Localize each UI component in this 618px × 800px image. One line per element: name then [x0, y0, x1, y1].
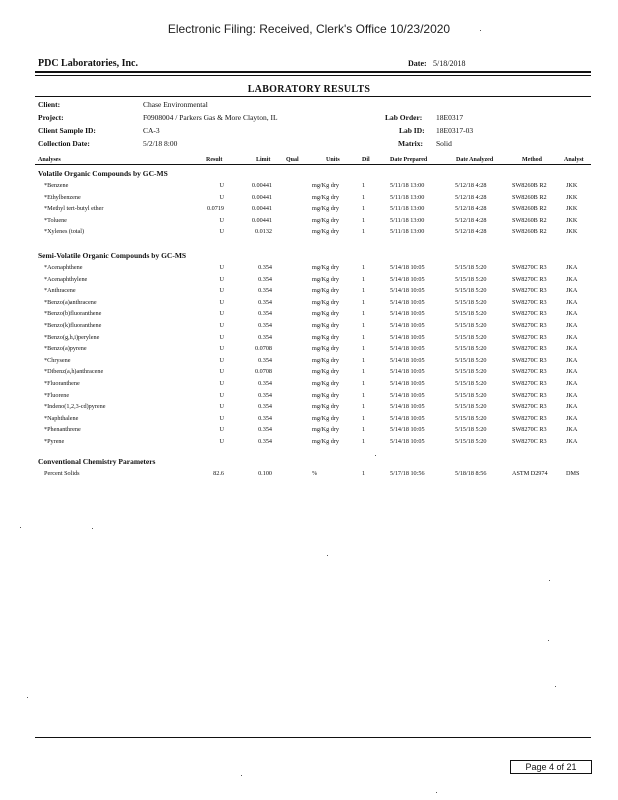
cell-units: mg/Kg dry — [312, 216, 339, 224]
scan-speck — [548, 640, 549, 641]
header-rule — [35, 71, 591, 73]
cell-result: U — [219, 333, 224, 341]
lab-order-label: Lab Order: — [385, 113, 423, 122]
cell-units: mg/Kg dry — [312, 264, 339, 271]
report-date-label: Date: — [408, 59, 427, 68]
cell-date-prepared: 5/11/18 13:00 — [390, 205, 425, 213]
cell-limit: 0.354 — [258, 333, 272, 341]
cell-method: SW8270C R3 — [512, 345, 547, 353]
cell-method: SW8270C R3 — [512, 426, 547, 434]
cell-limit: 0.354 — [258, 264, 272, 271]
cell-dil: 1 — [362, 275, 366, 283]
cell-units: mg/Kg dry — [312, 205, 339, 213]
page-indicator: Page 4 of 21 — [510, 760, 592, 774]
section-title: Semi-Volatile Organic Compounds by GC-MS — [38, 251, 187, 260]
cell-method: SW8270C R3 — [512, 322, 547, 329]
matrix-label: Matrix: — [398, 139, 423, 148]
column-header-date-prepared: Date Prepared — [390, 157, 428, 163]
cell-date-analyzed: 5/15/18 5:20 — [455, 426, 487, 434]
cell-date-analyzed: 5/12/18 4:28 — [455, 205, 487, 213]
cell-date-prepared: 5/14/18 10:05 — [390, 310, 425, 318]
cell-date-prepared: 5/14/18 10:05 — [390, 275, 425, 283]
cell-date-prepared: 5/14/18 10:05 — [390, 380, 425, 387]
cell-limit: 0.354 — [258, 298, 272, 306]
cell-date-prepared: 5/11/18 13:00 — [390, 182, 425, 189]
cell-date-analyzed: 5/12/18 4:28 — [455, 182, 487, 189]
cell-units: mg/Kg dry — [312, 426, 339, 434]
cell-date-analyzed: 5/12/18 4:28 — [455, 228, 487, 236]
cell-analyte: Percent Solids — [44, 470, 80, 477]
cell-result: U — [219, 368, 224, 376]
cell-analyst: JKK — [566, 228, 578, 236]
cell-result: U — [219, 414, 224, 422]
scan-speck — [20, 527, 21, 528]
cell-analyst: JKA — [566, 310, 578, 318]
cell-method: SW8270C R3 — [512, 264, 547, 271]
cell-analyst: JKA — [566, 356, 578, 364]
cell-date-analyzed: 5/15/18 5:20 — [455, 264, 487, 271]
report-date-value: 5/18/2018 — [433, 59, 466, 68]
cell-analyte: *Dibenz(a,h)anthracene — [44, 368, 104, 376]
cell-method: SW8270C R3 — [512, 414, 547, 422]
cell-dil: 1 — [362, 298, 366, 306]
cell-limit: 0.00441 — [251, 205, 272, 213]
column-header-method: Method — [522, 157, 542, 163]
cell-dil: 1 — [362, 470, 366, 477]
cell-dil: 1 — [362, 182, 366, 189]
cell-method: SW8270C R3 — [512, 391, 547, 399]
cell-dil: 1 — [362, 228, 366, 236]
cell-limit: 0.0708 — [254, 345, 272, 353]
scan-speck — [241, 775, 242, 776]
cell-dil: 1 — [362, 380, 366, 387]
cell-units: mg/Kg dry — [312, 391, 339, 399]
section-title: Volatile Organic Compounds by GC-MS — [38, 169, 168, 178]
cell-limit: 0.354 — [258, 287, 272, 295]
cell-method: SW8270C R3 — [512, 275, 547, 283]
cell-dil: 1 — [362, 368, 366, 376]
title-rule — [35, 96, 591, 97]
cell-method: SW8270C R3 — [512, 403, 547, 411]
cell-units: mg/Kg dry — [312, 193, 339, 201]
cell-analyst: JKA — [566, 403, 578, 411]
cell-date-analyzed: 5/15/18 5:20 — [455, 403, 487, 411]
cell-limit: 0.354 — [258, 310, 272, 318]
cell-limit: 0.354 — [258, 356, 272, 364]
cell-method: SW8270C R3 — [512, 298, 547, 306]
cell-result: U — [219, 310, 224, 318]
cell-dil: 1 — [362, 426, 366, 434]
cell-analyte: *Benzo(a)pyrene — [44, 345, 87, 353]
cell-method: SW8270C R3 — [512, 287, 547, 295]
cell-method: ASTM D2974 — [512, 470, 548, 477]
cell-date-analyzed: 5/15/18 5:20 — [455, 322, 487, 329]
cell-limit: 0.100 — [258, 470, 272, 477]
cell-analyst: JKK — [566, 182, 578, 189]
header-rule-thin — [35, 75, 591, 76]
cell-method: SW8270C R3 — [512, 333, 547, 341]
cell-method: SW8260B R2 — [512, 205, 547, 213]
cell-date-analyzed: 5/15/18 5:20 — [455, 356, 487, 364]
cell-date-analyzed: 5/15/18 5:20 — [455, 287, 487, 295]
cell-analyte: *Xylenes (total) — [44, 228, 85, 236]
cell-analyst: JKK — [566, 216, 578, 224]
cell-result: 82.6 — [213, 470, 224, 477]
cell-dil: 1 — [362, 216, 366, 224]
cell-result: U — [219, 193, 224, 201]
cell-date-analyzed: 5/12/18 4:28 — [455, 216, 487, 224]
column-header-analyst: Analyst — [564, 157, 584, 163]
cell-date-prepared: 5/11/18 13:00 — [390, 228, 425, 236]
cell-analyte: *Benzene — [44, 182, 69, 189]
cell-date-analyzed: 5/15/18 5:20 — [455, 298, 487, 306]
cell-limit: 0.354 — [258, 426, 272, 434]
cell-limit: 0.00441 — [251, 216, 272, 224]
cell-result: U — [219, 275, 224, 283]
client-label: Client: — [38, 100, 61, 109]
column-header-rule — [35, 164, 591, 165]
cell-date-prepared: 5/14/18 10:05 — [390, 345, 425, 353]
cell-method: SW8260B R2 — [512, 216, 547, 224]
cell-analyst: JKA — [566, 438, 578, 445]
lab-order-value: 18E0317 — [436, 113, 464, 122]
cell-date-prepared: 5/14/18 10:05 — [390, 426, 425, 434]
cell-analyst: JKA — [566, 275, 578, 283]
cell-units: mg/Kg dry — [312, 287, 339, 295]
cell-limit: 0.0708 — [254, 368, 272, 376]
cell-units: mg/Kg dry — [312, 368, 339, 376]
cell-dil: 1 — [362, 356, 366, 364]
cell-date-prepared: 5/14/18 10:05 — [390, 287, 425, 295]
cell-analyte: *Methyl tert-butyl ether — [44, 205, 104, 213]
cell-analyst: JKA — [566, 380, 578, 387]
cell-result: U — [219, 345, 224, 353]
cell-method: SW8270C R3 — [512, 310, 547, 318]
cell-limit: 0.354 — [258, 391, 272, 399]
cell-method: SW8270C R3 — [512, 438, 547, 445]
cell-analyst: JKA — [566, 333, 578, 341]
client-value: Chase Environmental — [143, 100, 208, 109]
cell-result: U — [219, 322, 224, 329]
cell-result: U — [219, 426, 224, 434]
cell-result: U — [219, 228, 224, 236]
cell-date-prepared: 5/14/18 10:05 — [390, 264, 425, 271]
cell-date-analyzed: 5/15/18 5:20 — [455, 333, 487, 341]
cell-dil: 1 — [362, 264, 366, 271]
cell-date-analyzed: 5/15/18 5:20 — [455, 391, 487, 399]
cell-method: SW8270C R3 — [512, 356, 547, 364]
cell-units: % — [312, 470, 318, 477]
cell-analyte: *Ethylbenzene — [44, 193, 81, 201]
cell-method: SW8270C R3 — [512, 368, 547, 376]
cell-analyte: *Toluene — [44, 216, 67, 224]
cell-date-prepared: 5/14/18 10:05 — [390, 322, 425, 329]
cell-date-analyzed: 5/15/18 5:20 — [455, 368, 487, 376]
cell-date-prepared: 5/14/18 10:05 — [390, 403, 425, 411]
cell-date-analyzed: 5/15/18 5:20 — [455, 380, 487, 387]
cell-date-prepared: 5/17/18 10:56 — [390, 470, 425, 477]
cell-analyte: *Naphthalene — [44, 414, 79, 422]
cell-analyte: *Benzo(a)anthracene — [44, 298, 97, 306]
cell-analyst: JKA — [566, 391, 578, 399]
cell-limit: 0.354 — [258, 438, 272, 445]
cell-date-analyzed: 5/15/18 5:20 — [455, 310, 487, 318]
company-name: PDC Laboratories, Inc. — [38, 58, 138, 69]
cell-date-prepared: 5/14/18 10:05 — [390, 356, 425, 364]
cell-dil: 1 — [362, 438, 366, 445]
cell-dil: 1 — [362, 403, 366, 411]
cell-units: mg/Kg dry — [312, 403, 339, 411]
cell-limit: 0.354 — [258, 403, 272, 411]
cell-date-analyzed: 5/15/18 5:20 — [455, 414, 487, 422]
cell-analyte: *Benzo(b)fluoranthene — [44, 310, 102, 318]
cell-analyst: JKA — [566, 368, 578, 376]
cell-units: mg/Kg dry — [312, 298, 339, 306]
cell-analyte: *Anthracene — [44, 287, 76, 295]
cell-date-analyzed: 5/18/18 8:56 — [455, 470, 487, 477]
client-sample-id-label: Client Sample ID: — [38, 126, 96, 135]
cell-date-prepared: 5/14/18 10:05 — [390, 391, 425, 399]
scan-speck — [549, 580, 550, 581]
cell-units: mg/Kg dry — [312, 228, 339, 236]
cell-date-prepared: 5/14/18 10:05 — [390, 368, 425, 376]
page-title: LABORATORY RESULTS — [247, 84, 371, 95]
cell-result: U — [219, 403, 224, 411]
cell-result: U — [219, 356, 224, 364]
footer-rule — [35, 737, 591, 738]
cell-method: SW8260B R2 — [512, 228, 547, 236]
cell-analyte: *Chrysene — [44, 356, 71, 364]
cell-date-prepared: 5/11/18 13:00 — [390, 193, 425, 201]
cell-result: U — [219, 182, 224, 189]
cell-limit: 0.354 — [258, 414, 272, 422]
scan-speck — [480, 30, 481, 31]
cell-analyst: JKK — [566, 193, 578, 201]
column-header-result: Result — [206, 157, 223, 163]
cell-dil: 1 — [362, 322, 366, 329]
cell-dil: 1 — [362, 205, 366, 213]
project-label: Project: — [38, 113, 64, 122]
column-header-units: Units — [326, 157, 340, 163]
cell-limit: 0.354 — [258, 380, 272, 387]
cell-result: U — [219, 438, 224, 445]
scan-speck — [327, 555, 328, 556]
cell-method: SW8260B R2 — [512, 182, 547, 189]
scan-speck — [555, 686, 556, 687]
cell-analyte: *Benzo(g,h,i)perylene — [44, 333, 100, 341]
cell-analyst: JKA — [566, 264, 578, 271]
project-value: F0908004 / Parkers Gas & More Clayton, IL — [143, 113, 278, 122]
cell-date-analyzed: 5/15/18 5:20 — [455, 275, 487, 283]
section-title: Conventional Chemistry Parameters — [38, 457, 156, 466]
column-header-date-analyzed: Date Analyzed — [456, 157, 494, 163]
cell-analyte: *Acenaphthylene — [44, 275, 88, 283]
cell-analyte: *Fluoranthene — [44, 380, 80, 387]
cell-analyst: JKA — [566, 414, 578, 422]
cell-units: mg/Kg dry — [312, 345, 339, 353]
cell-analyst: JKA — [566, 345, 578, 353]
scan-speck — [375, 455, 376, 456]
cell-analyte: *Indeno(1,2,3-cd)pyrene — [44, 403, 106, 411]
cell-dil: 1 — [362, 193, 366, 201]
cell-date-prepared: 5/14/18 10:05 — [390, 414, 425, 422]
cell-result: U — [219, 216, 224, 224]
cell-analyte: *Benzo(k)fluoranthene — [44, 322, 102, 329]
scan-speck — [27, 697, 28, 698]
cell-analyte: *Phenanthrene — [44, 426, 81, 434]
cell-dil: 1 — [362, 287, 366, 295]
cell-analyte: *Acenaphthene — [44, 264, 83, 271]
cell-date-analyzed: 5/15/18 5:20 — [455, 345, 487, 353]
collection-date-label: Collection Date: — [38, 139, 90, 148]
cell-analyst: DMS — [566, 470, 580, 477]
cell-result: U — [219, 287, 224, 295]
cell-analyst: JKA — [566, 287, 578, 295]
cell-analyst: JKK — [566, 205, 578, 213]
cell-dil: 1 — [362, 333, 366, 341]
scan-speck — [92, 528, 93, 529]
cell-dil: 1 — [362, 391, 366, 399]
cell-date-prepared: 5/11/18 13:00 — [390, 216, 425, 224]
cell-method: SW8260B R2 — [512, 193, 547, 201]
scan-speck — [436, 792, 437, 793]
cell-date-analyzed: 5/12/18 4:28 — [455, 193, 487, 201]
cell-date-prepared: 5/14/18 10:05 — [390, 438, 425, 445]
cell-limit: 0.00441 — [251, 182, 272, 189]
cell-analyst: JKA — [566, 426, 578, 434]
cell-units: mg/Kg dry — [312, 380, 339, 387]
cell-result: U — [219, 264, 224, 271]
collection-date-value: 5/2/18 8:00 — [143, 139, 178, 148]
column-header-qual: Qual — [286, 157, 299, 163]
cell-units: mg/Kg dry — [312, 310, 339, 318]
column-header-dil: Dil — [362, 157, 370, 163]
cell-units: mg/Kg dry — [312, 356, 339, 364]
column-header-analyses: Analyses — [38, 157, 61, 163]
cell-limit: 0.354 — [258, 275, 272, 283]
cell-dil: 1 — [362, 414, 366, 422]
cell-limit: 0.00441 — [251, 193, 272, 201]
cell-analyte: *Fluorene — [44, 391, 70, 399]
cell-result: U — [219, 298, 224, 306]
cell-analyst: JKA — [566, 298, 578, 306]
cell-result: 0.0719 — [206, 205, 224, 213]
cell-units: mg/Kg dry — [312, 182, 339, 189]
cell-dil: 1 — [362, 310, 366, 318]
cell-limit: 0.0132 — [254, 228, 272, 236]
cell-units: mg/Kg dry — [312, 275, 339, 283]
lab-id-value: 18E0317-03 — [436, 126, 474, 135]
cell-units: mg/Kg dry — [312, 333, 339, 341]
cell-limit: 0.354 — [258, 322, 272, 329]
filing-stamp: Electronic Filing: Received, Clerk's Office 10/23/2020 — [167, 22, 451, 36]
cell-units: mg/Kg dry — [312, 438, 339, 445]
column-header-limit: Limit — [256, 157, 271, 163]
cell-dil: 1 — [362, 345, 366, 353]
cell-units: mg/Kg dry — [312, 414, 339, 422]
cell-analyst: JKA — [566, 322, 578, 329]
cell-units: mg/Kg dry — [312, 322, 339, 329]
cell-analyte: *Pyrene — [44, 438, 65, 445]
matrix-value: Solid — [436, 139, 452, 148]
lab-id-label: Lab ID: — [399, 126, 425, 135]
client-sample-id-value: CA-3 — [143, 126, 160, 135]
cell-result: U — [219, 380, 224, 387]
cell-method: SW8270C R3 — [512, 380, 547, 387]
cell-date-analyzed: 5/15/18 5:20 — [455, 438, 487, 445]
cell-date-prepared: 5/14/18 10:05 — [390, 333, 425, 341]
cell-result: U — [219, 391, 224, 399]
cell-date-prepared: 5/14/18 10:05 — [390, 298, 425, 306]
